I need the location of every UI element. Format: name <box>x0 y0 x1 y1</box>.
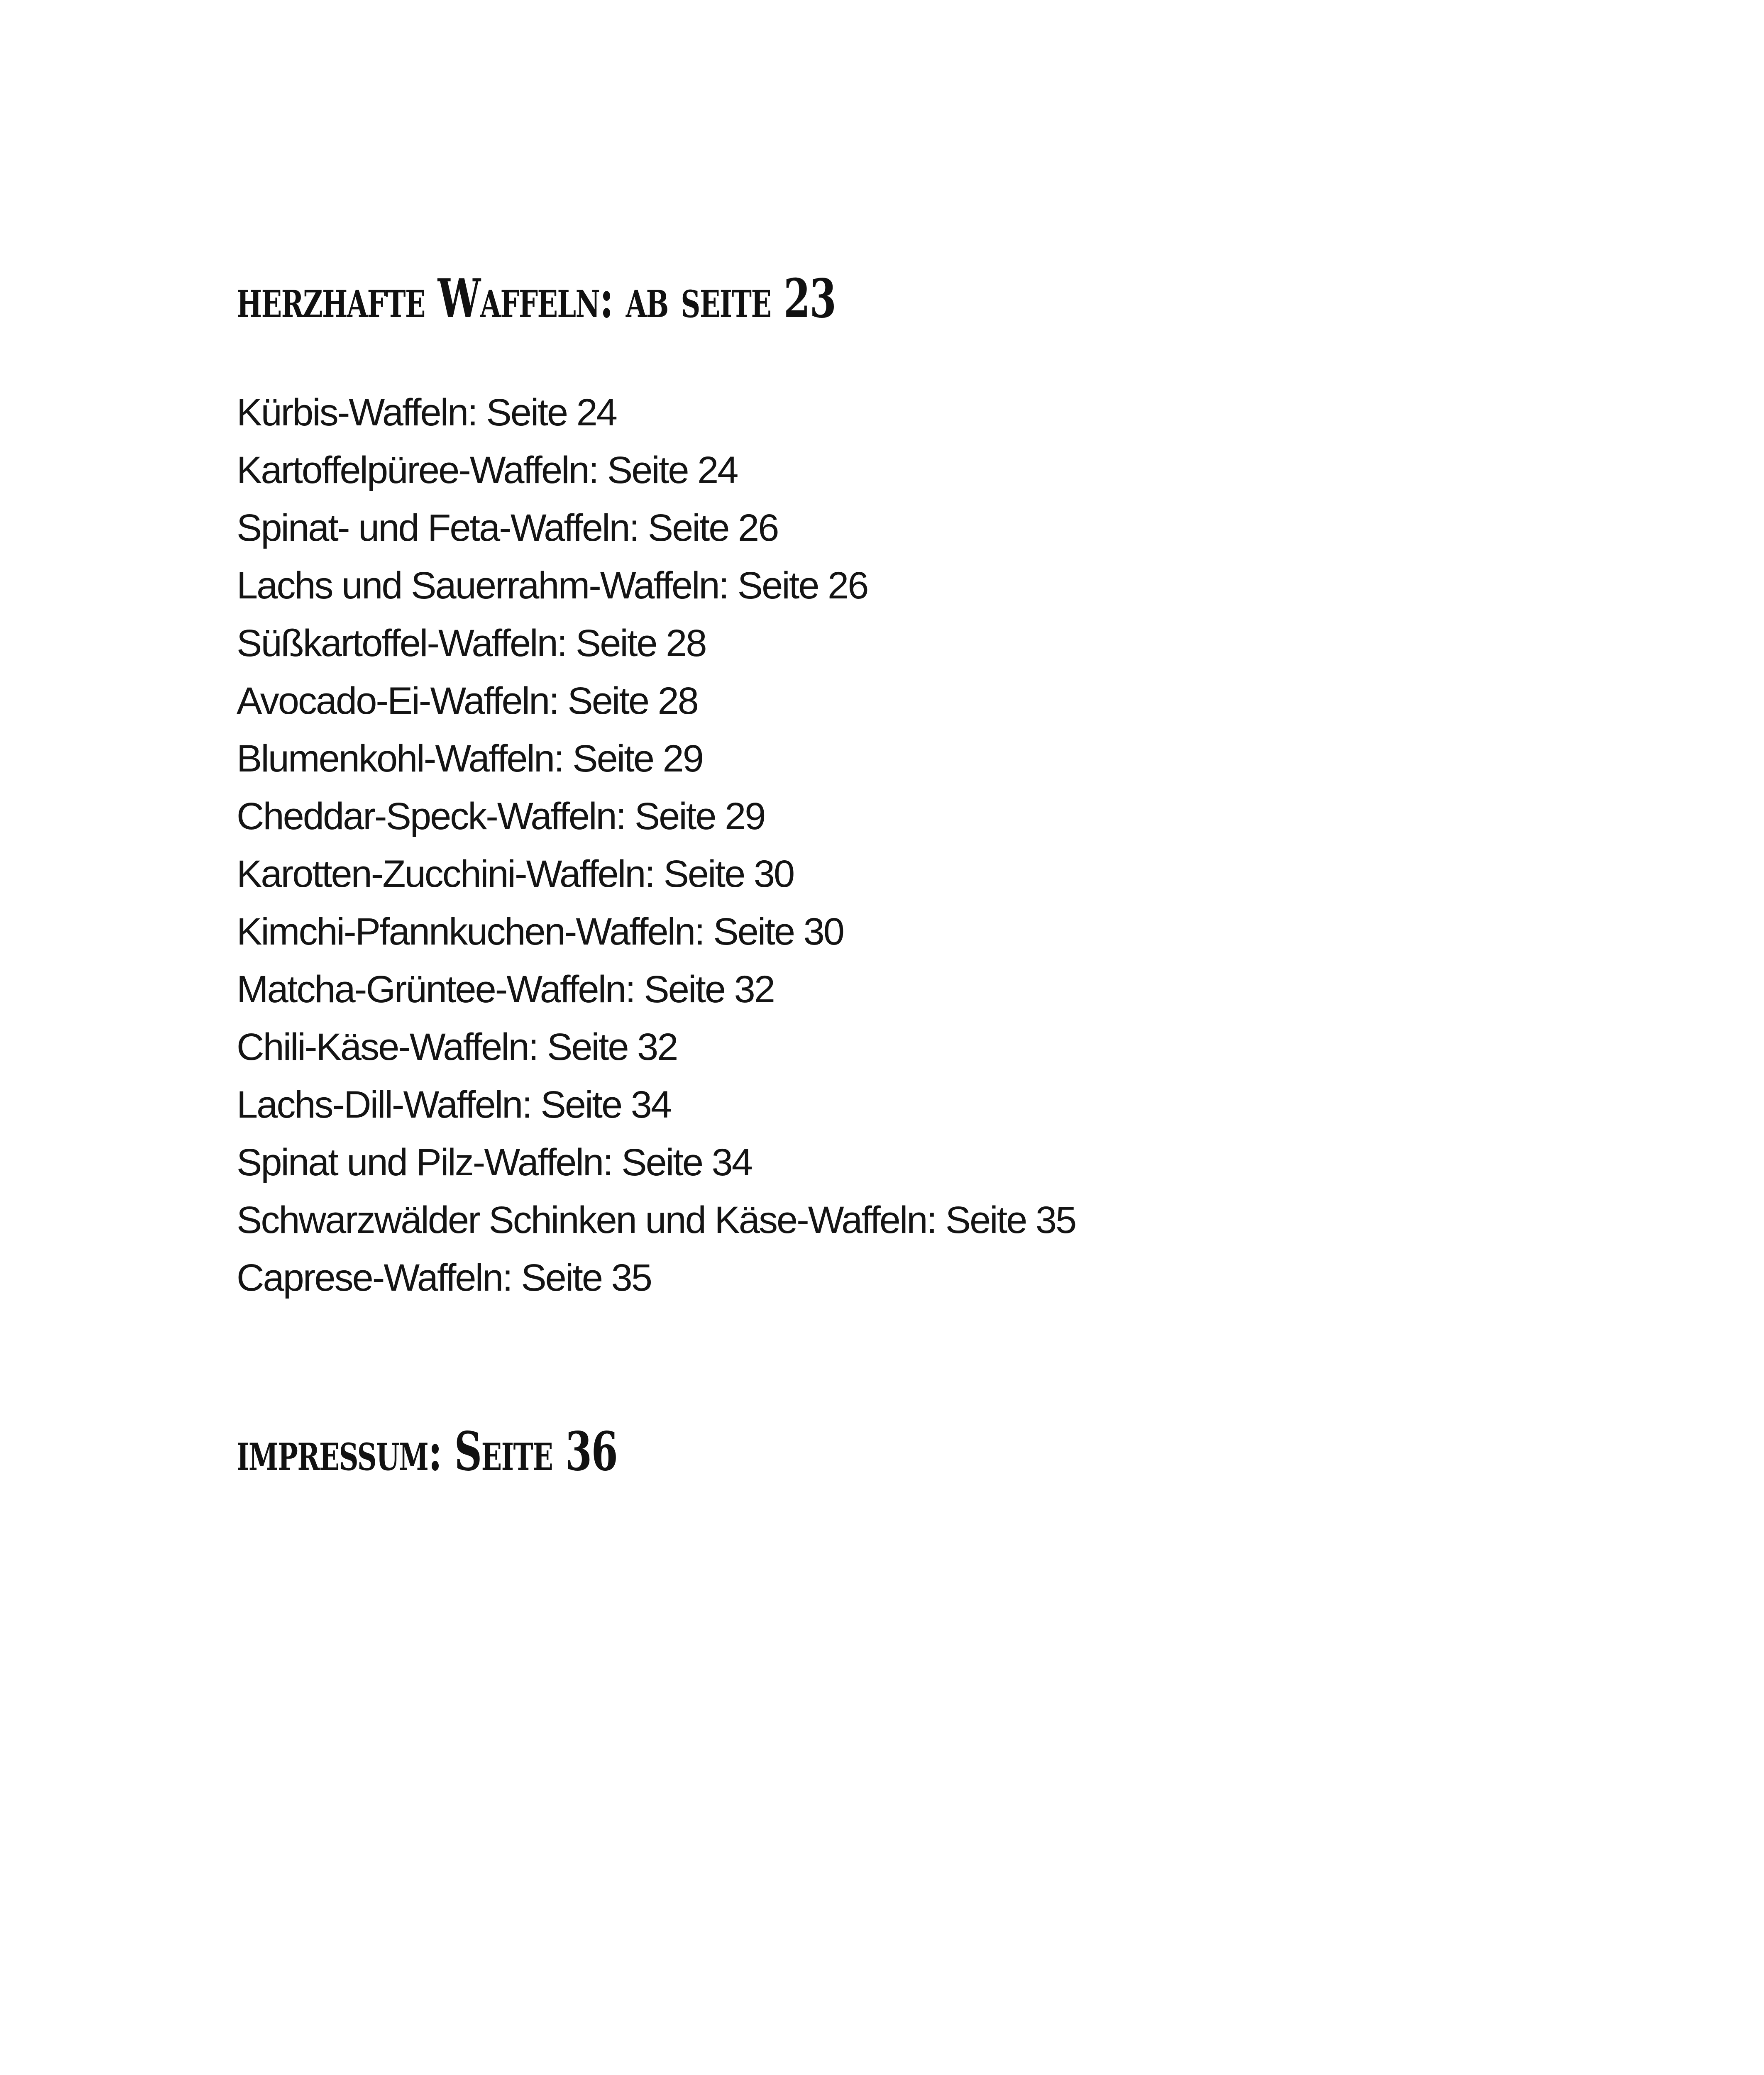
toc-entry: Karotten-Zucchini-Waffeln: Seite 30 <box>237 853 794 895</box>
toc-entry: Spinat- und Feta-Waffeln: Seite 26 <box>237 507 778 549</box>
toc-entry: Süßkartoffel-Waffeln: Seite 28 <box>237 622 706 664</box>
toc-entry: Caprese-Waffeln: Seite 35 <box>237 1257 651 1299</box>
section-heading-impressum: impressum: Seite 36 <box>237 1421 618 1483</box>
toc-entry: Schwarzwälder Schinken und Käse-Waffeln: Seite 35 <box>237 1199 1076 1241</box>
toc-entry: Lachs-Dill-Waffeln: Seite 34 <box>237 1084 671 1126</box>
toc-entry: Matcha-Grüntee-Waffeln: Seite 32 <box>237 968 774 1011</box>
toc-entry: Kartoffelpüree-Waffeln: Seite 24 <box>237 449 738 491</box>
section-heading-savory-waffles: herzhafte Waffeln: ab seite 23 <box>237 268 836 330</box>
toc-entry: Avocado-Ei-Waffeln: Seite 28 <box>237 680 698 722</box>
toc-entry: Spinat und Pilz-Waffeln: Seite 34 <box>237 1141 752 1184</box>
toc-entry: Chili-Käse-Waffeln: Seite 32 <box>237 1026 677 1068</box>
toc-entry: Lachs und Sauerrahm-Waffeln: Seite 26 <box>237 564 868 607</box>
toc-entry: Cheddar-Speck-Waffeln: Seite 29 <box>237 795 765 837</box>
toc-entry: Kimchi-Pfannkuchen-Waffeln: Seite 30 <box>237 911 843 953</box>
toc-list-savory-waffles <box>237 384 1075 1307</box>
toc-entry: Kürbis-Waffeln: Seite 24 <box>237 391 616 434</box>
toc-entry: Blumenkohl-Waffeln: Seite 29 <box>237 737 703 780</box>
